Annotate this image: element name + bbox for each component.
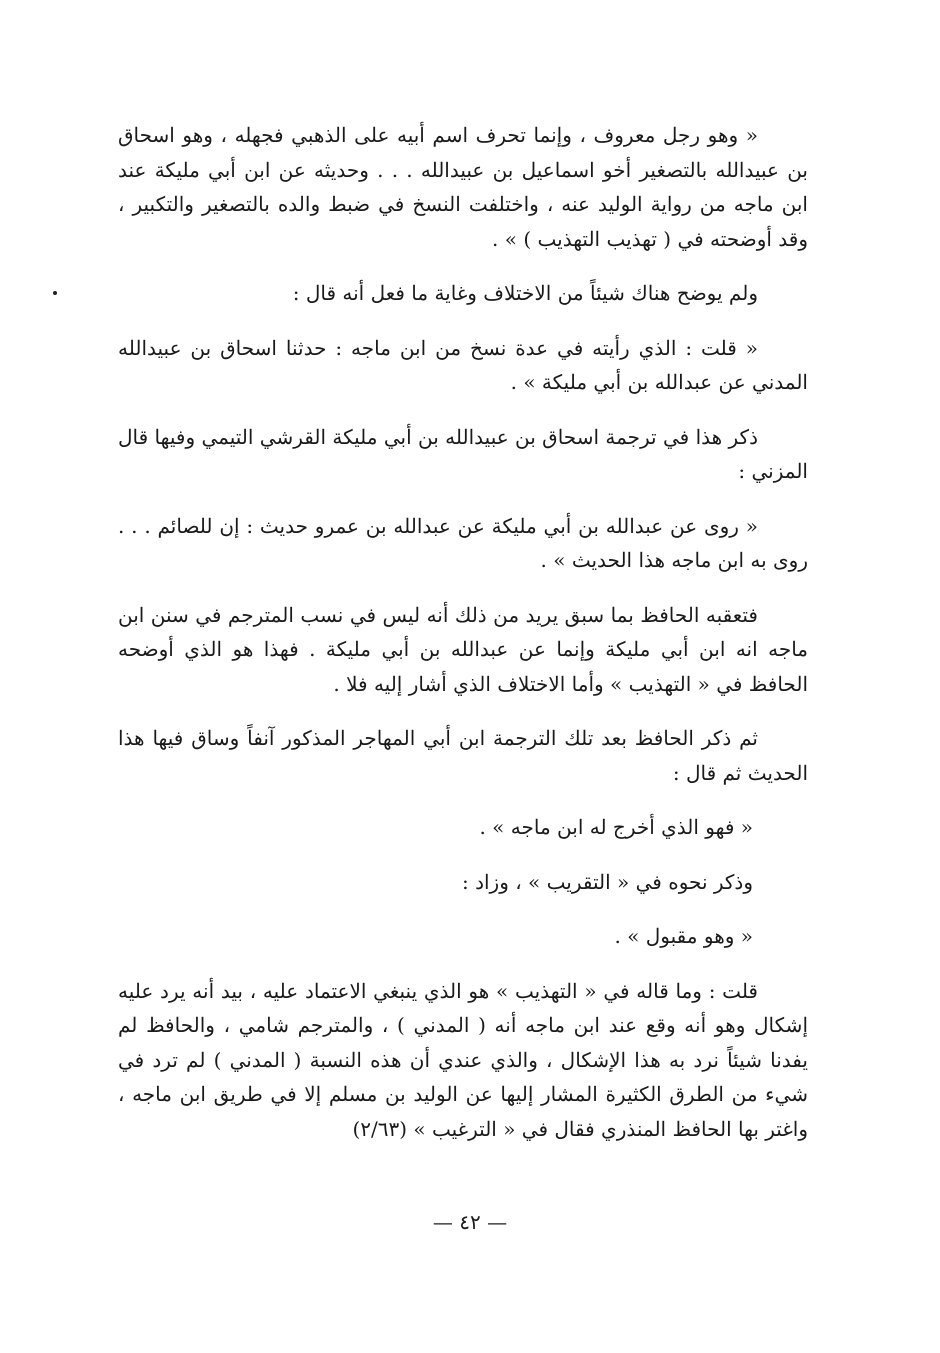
scan-speck <box>53 291 57 295</box>
paragraph-9: وذكر نحوه في « التقريب » ، وزاد : <box>462 869 753 894</box>
page-body <box>118 118 808 1166</box>
paragraph-11: قلت : وما قاله في « التهذيب » هو الذي ينبغي الاعتماد عليه ، بيد أنه يرد عليه إشكال وهو أنه وقع عند ابن ماجه أنه ( المدني ) ، والمترجم شامي ، والحافظ لم يفدنا شيئاً نرد به هذا الإشكال ، والذي عندي أن هذه النسبة ( المدني ) لم ترد في شيء من الطرق الكثيرة المشار إليها عن الوليد بن مسلم إلا في طريق ابن ماجه ، واغتر بها الحافظ المنذري فقال في « الترغيب » (٢/٦٣) <box>118 978 808 1141</box>
paragraph-4: ذكر هذا في ترجمة اسحاق بن عبيدالله بن أبي مليكة القرشي التيمي وفيها قال المزني : <box>118 424 808 483</box>
paragraph-10: « وهو مقبول » . <box>614 924 753 948</box>
paragraph-7: ثم ذكر الحافظ بعد تلك الترجمة ابن أبي المهاجر المذكور آنفاً وساق فيها هذا الحديث ثم قال : <box>118 726 808 785</box>
paragraph-2: ولم يوضح هناك شيئاً من الاختلاف وغاية ما فعل أنه قال : <box>292 281 758 305</box>
page-number: — ٤٢ — <box>432 1210 508 1234</box>
paragraph-5: « روى عن عبدالله بن أبي مليكة عن عبدالله بن عمرو حديث : إن للصائم . . . روى به ابن ماجه هذا الحديث » . <box>118 513 808 572</box>
paragraph-3: « قلت : الذي رأيته في عدة نسخ من ابن ماجه : حدثنا اسحاق بن عبيدالله المدني عن عبدالله بن أبي مليكة » . <box>118 335 808 394</box>
paragraph-8: « فهو الذي أخرج له ابن ماجه » . <box>479 815 753 839</box>
paragraph-1: « وهو رجل معروف ، وإنما تحرف اسم أبيه على الذهبي فجهله ، وهو اسحاق بن عبيدالله بالتصغير أخو اسماعيل بن عبيدالله . . . وحديثه عن ابن أبي مليكة عند ابن ماجه من رواية الوليد عنه ، واختلفت النسخ في ضبط والده بالتصغير والتكبير ، وقد أوضحته في ( تهذيب التهذيب ) » . <box>118 123 808 251</box>
paragraph-6: فتعقبه الحافظ بما سبق يريد من ذلك أنه ليس في نسب المترجم في سنن ابن ماجه انه ابن أبي مليكة وإنما عن عبدالله بن أبي مليكة . فهذا هو الذي أوضحه الحافظ في « التهذيب » وأما الاختلاف الذي أشار إليه فلا . <box>118 602 808 696</box>
